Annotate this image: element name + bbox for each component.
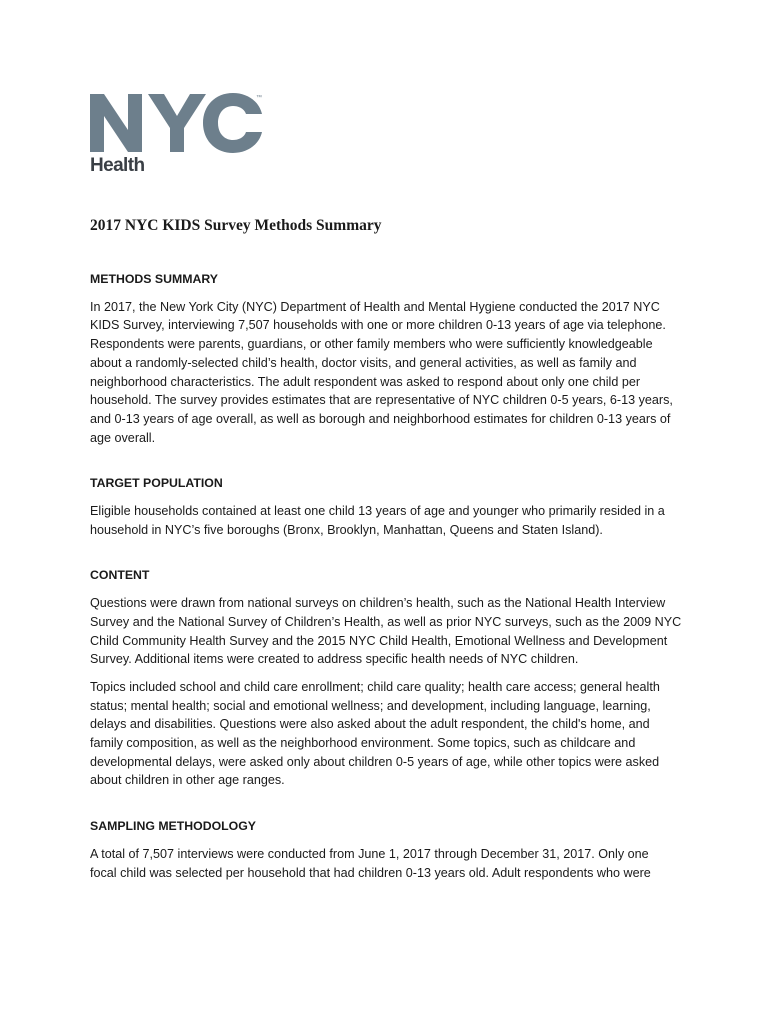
section-heading: SAMPLING METHODOLOGY: [90, 819, 257, 834]
paragraph-line: family composition, as well as the neighborhood environment. Some topics, such as childcare and: [90, 736, 636, 751]
section-heading: CONTENT: [90, 568, 150, 583]
health-subtext: Health: [90, 155, 145, 176]
section-heading: METHODS SUMMARY: [90, 272, 218, 286]
logo-letter-n: [90, 94, 142, 152]
document-body: [90, 270, 690, 891]
paragraph-line: focal child was selected per household that had children 0-13 years old. Adult respondents who were: [90, 865, 651, 880]
paragraph-line: about children in other age ranges.: [90, 773, 285, 788]
section-heading: TARGET POPULATION: [90, 476, 223, 491]
section-sampling-methodology: [90, 817, 690, 882]
document-title: 2017 NYC KIDS Survey Methods Summary: [90, 217, 382, 234]
section-methods-summary: [90, 270, 690, 447]
nyc-health-logo: [90, 92, 268, 178]
paragraph-line: Respondents were parents, guardians, or other family members who were sufficiently knowledgeable: [90, 337, 653, 352]
paragraph: [90, 594, 690, 669]
paragraph-line: In 2017, the New York City (NYC) Department of Health and Mental Hygiene conducted the 2017 NYC: [90, 299, 660, 314]
paragraph-line: neighborhood characteristics. The adult respondent was asked to respond about only one child per: [90, 374, 641, 389]
nyc-wordmark: [90, 92, 268, 154]
section-content: [90, 566, 690, 790]
paragraph-line: status; mental health; social and emotional wellness; and development, including language, learning,: [90, 698, 651, 713]
paragraph-line: Survey and the National Survey of Children’s Health, as well as prior NYC surveys, such as the 2009 NYC: [90, 614, 682, 629]
paragraph-line: Eligible households contained at least one child 13 years of age and younger who primarily resided in a: [90, 504, 665, 519]
paragraph-line: about a randomly-selected child’s health, doctor visits, and general activities, as well as family and: [90, 355, 637, 370]
paragraph: [90, 845, 690, 882]
paragraph: [90, 298, 690, 448]
logo-letter-y: [148, 94, 206, 152]
paragraph-line: household. The survey provides estimates that are representative of NYC children 0-5 years, 6-13 years,: [90, 393, 673, 408]
trademark-symbol: ™: [256, 95, 262, 101]
paragraph-line: age overall.: [90, 430, 156, 445]
paragraph-line: Topics included school and child care enrollment; child care quality; health care access; general health: [90, 679, 660, 694]
logo-letter-c: [203, 93, 262, 153]
paragraph-line: Survey. Additional items were created to address specific health needs of NYC children.: [90, 652, 579, 667]
paragraph-line: KIDS Survey, interviewing 7,507 households with one or more children 0-13 years of age via telephone.: [90, 318, 666, 333]
paragraph-line: A total of 7,507 interviews were conducted from June 1, 2017 through December 31, 2017. Only one: [90, 846, 649, 861]
section-target-population: [90, 474, 690, 539]
paragraph-line: household in NYC’s five boroughs (Bronx, Brooklyn, Manhattan, Queens and Staten Island).: [90, 522, 603, 537]
paragraph-line: delays and disabilities. Questions were also asked about the adult respondent, the child's home, and: [90, 717, 650, 732]
paragraph-line: and 0-13 years of age overall, as well as borough and neighborhood estimates for children 0-13 years of: [90, 411, 671, 426]
paragraph-line: developmental delays, were asked only about children 0-5 years of age, while other topics were asked: [90, 754, 660, 769]
paragraph-line: Child Community Health Survey and the 2015 NYC Child Health, Emotional Wellness and Development: [90, 633, 668, 648]
paragraph-line: Questions were drawn from national surveys on children’s health, such as the National Health Interview: [90, 596, 666, 611]
paragraph: [90, 502, 690, 539]
paragraph: [90, 678, 690, 790]
